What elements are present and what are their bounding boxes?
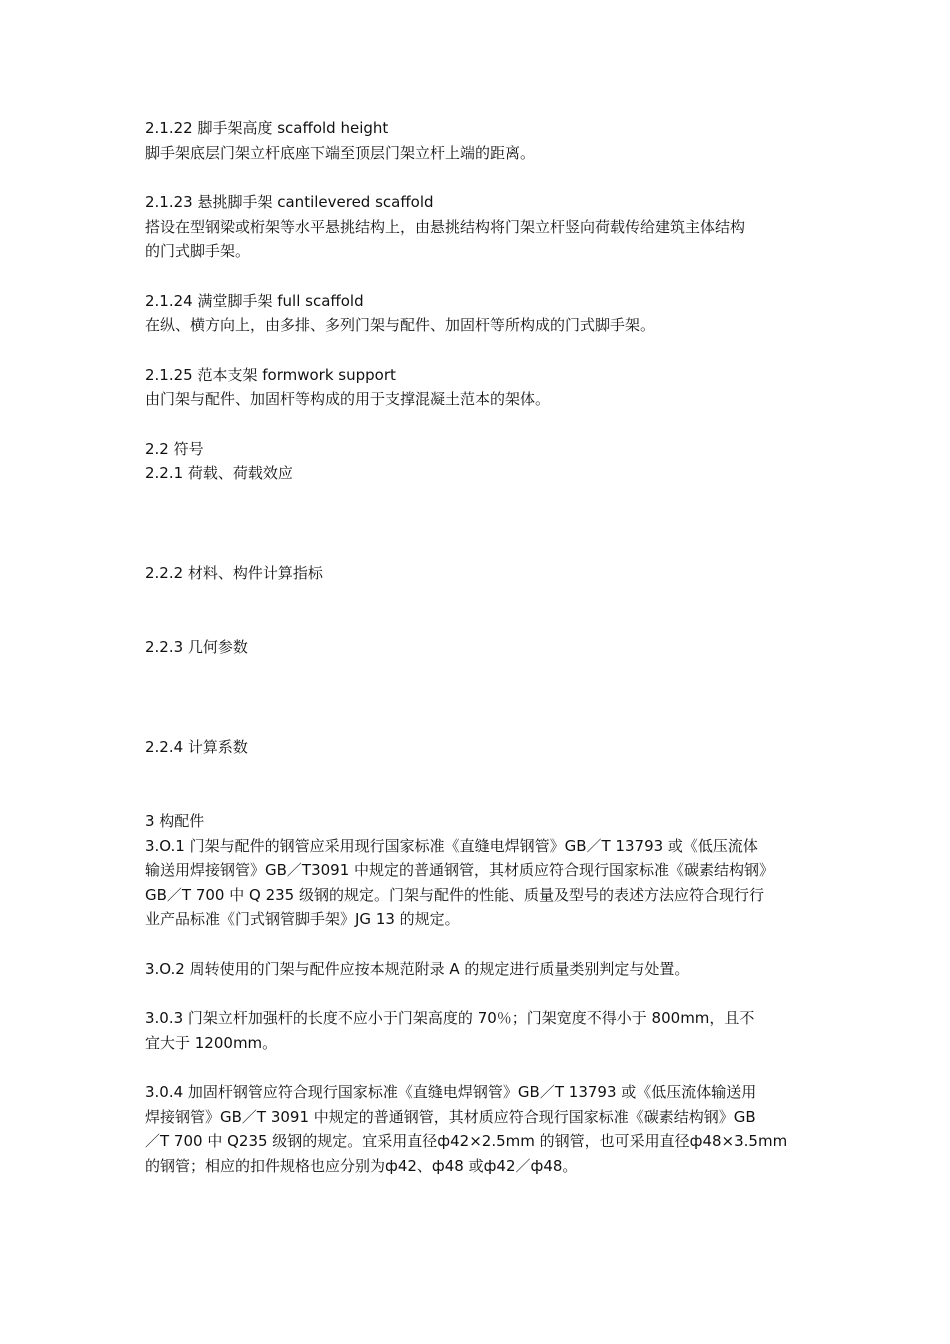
clause-3-0-4: [145, 1080, 810, 1178]
clause-line: 的钢管；相应的扣件规格也应分别为ф42、ф48 或ф42／ф48。: [145, 1156, 578, 1175]
term-heading: 2.1.25 范本支架 formwork support: [145, 365, 396, 384]
term-2-1-24: [145, 289, 810, 338]
clause-line: 3.0.3 门架立杆加强杆的长度不应小于门架高度的 70％；门架宽度不得小于 800mm，且不: [145, 1009, 755, 1027]
clause-line: 3.0.4 加固杆钢管应符合现行国家标准《直缝电焊钢管》GB／T 13793 或《低压流体输送用: [145, 1083, 757, 1101]
clause-line: 输送用焊接钢管》GB／T3091 中规定的普通钢管，其材质应符合现行国家标准《碳素结构钢》: [145, 861, 775, 879]
clause-line: ／T 700 中 Q235 级钢的规定。宜采用直径ф42×2.5mm 的钢管，也可采用直径ф48×3.5mm: [145, 1132, 788, 1150]
term-2-1-25: [145, 363, 810, 412]
term-2-1-22: [145, 116, 810, 165]
term-definition: 在纵、横方向上，由多排、多列门架与配件、加固杆等所构成的门式脚手架。: [145, 316, 656, 334]
symbol-subsection-loads: 2.2.1 荷载、荷载效应: [145, 464, 293, 482]
clause-3-0-3: [145, 1006, 810, 1055]
section-heading-symbols: 2.2 符号: [145, 439, 204, 458]
clause-line: 业产品标准《门式钢管脚手架》JG 13 的规定。: [145, 910, 460, 928]
clause-3-0-2: [145, 957, 810, 982]
chapter-heading-components: 3 构配件: [145, 812, 205, 830]
symbol-subsection-geometry: 2.2.3 几何参数: [145, 638, 248, 656]
term-definition: 的门式脚手架。: [145, 242, 251, 260]
symbol-subsection-materials: 2.2.2 材料、构件计算指标: [145, 563, 323, 582]
clause-line: 3.O.1 门架与配件的钢管应采用现行国家标准《直缝电焊钢管》GB／T 13793 或《低压流体: [145, 836, 758, 855]
term-2-1-23: [145, 190, 810, 264]
symbol-subsection-coefficients: 2.2.4 计算系数: [145, 737, 248, 756]
clause-line: 3.O.2 周转使用的门架与配件应按本规范附录 A 的规定进行质量类别判定与处置。: [145, 959, 690, 978]
document-body: [145, 116, 810, 1203]
clause-line: GB／T 700 中 Q 235 级钢的规定。门架与配件的性能、质量及型号的表述方法应符合现行行: [145, 885, 764, 904]
clause-3-0-1: [145, 834, 810, 932]
clause-line: 焊接钢管》GB／T 3091 中规定的普通钢管，其材质应符合现行国家标准《碳素结构钢》GB: [145, 1107, 756, 1126]
term-definition: 脚手架底层门架立杆底座下端至顶层门架立杆上端的距离。: [145, 143, 536, 162]
term-heading: 2.1.24 满堂脚手架 full scaffold: [145, 291, 364, 310]
term-definition: 由门架与配件、加固杆等构成的用于支撑混凝土范本的架体。: [145, 390, 551, 408]
term-heading: 2.1.22 脚手架高度 scaffold height: [145, 119, 389, 137]
clause-line: 宜大于 1200mm。: [145, 1033, 278, 1052]
term-definition: 搭设在型钢梁或桁架等水平悬挑结构上，由悬挑结构将门架立杆竖向荷载传给建筑主体结构: [145, 217, 746, 236]
term-heading: 2.1.23 悬挑脚手架 cantilevered scaffold: [145, 193, 434, 211]
